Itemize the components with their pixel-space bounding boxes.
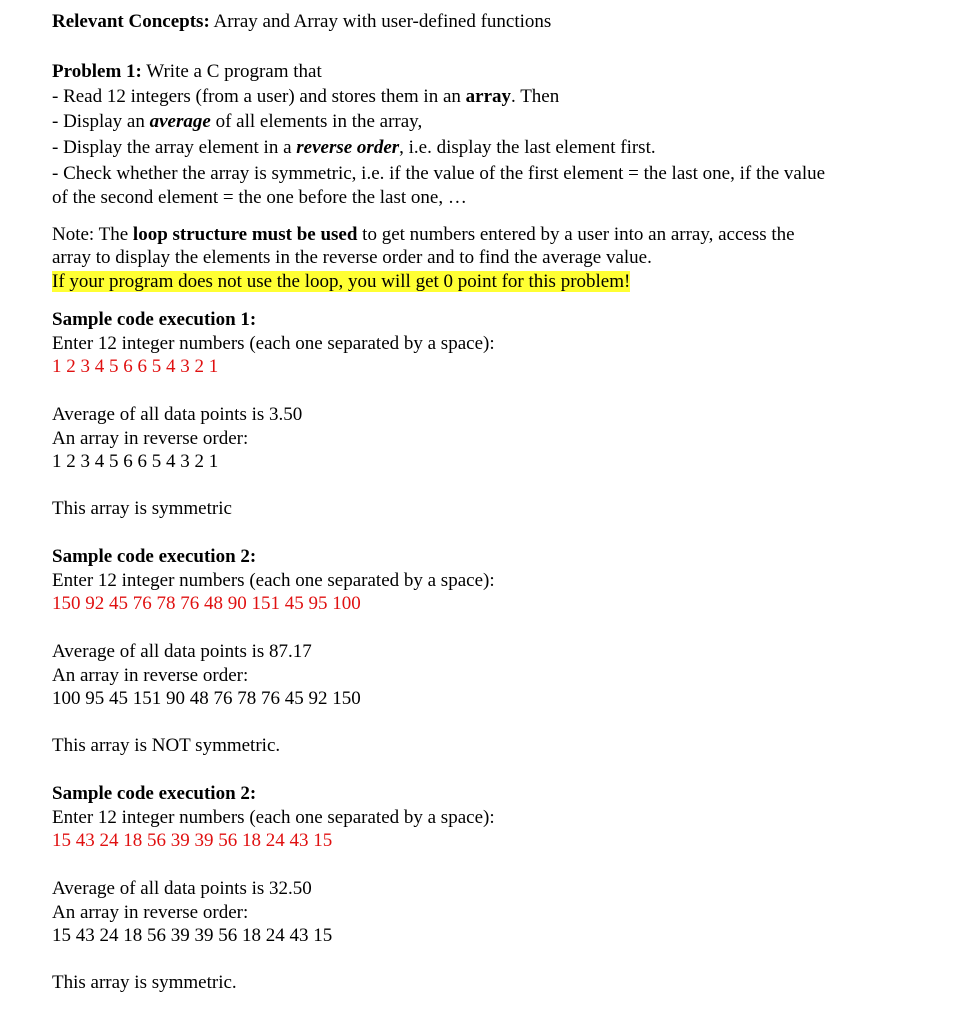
requirement-average-emph: average [149,111,211,132]
sample-2-input: 150 92 45 76 78 76 48 90 151 45 95 100 [52,593,361,614]
note-text: Note: The [52,224,133,245]
requirement-read-bold: array [465,86,512,107]
sample-1-input: 1 2 3 4 5 6 6 5 4 3 2 1 [52,356,219,377]
requirement-read-text: - Read 12 integers (from a user) and stores them in an [52,86,466,107]
problem-intro: Write a C program that [141,61,322,82]
sample-3-average: Average of all data points is 32.50 [52,878,312,899]
sample-2-reverse: 100 95 45 151 90 48 76 78 76 45 92 150 [52,688,361,709]
sample-1-title: Sample code execution 1: [52,309,257,330]
requirement-reverse [52,136,656,160]
sample-2-result: This array is NOT symmetric. [52,735,281,756]
requirement-reverse-end: , i.e. display the last element first. [399,137,656,158]
sample-2-reverse-label: An array in reverse order: [52,665,249,686]
requirement-read [52,85,559,109]
requirement-symmetric-line1: - Check whether the array is symmetric, i.e. if the value of the first element = the last one, if the value [52,163,826,184]
problem-heading [52,60,322,84]
sample-3-prompt: Enter 12 integer numbers (each one separated by a space): [52,807,495,828]
sample-3-reverse: 15 43 24 18 56 39 39 56 18 24 43 15 [52,925,333,946]
requirement-average-end: of all elements in the array, [210,111,423,132]
sample-2-prompt: Enter 12 integer numbers (each one separated by a space): [52,570,495,591]
note-warning [52,270,630,294]
sample-3-title: Sample code execution 2: [52,783,257,804]
sample-3-reverse-label: An array in reverse order: [52,902,249,923]
sample-1-prompt: Enter 12 integer numbers (each one separated by a space): [52,333,495,354]
concepts-text: Array and Array with user-defined functions [209,11,552,32]
sample-1-result: This array is symmetric [52,498,232,519]
requirement-symmetric-line2: of the second element = the one before the last one, … [52,187,467,208]
note-end: to get numbers entered by a user into an array, access the [357,224,795,245]
sample-3-input: 15 43 24 18 56 39 39 56 18 24 43 15 [52,830,333,851]
highlighted-warning: If your program does not use the loop, you will get 0 point for this problem! [52,271,631,292]
note-line1 [52,223,795,247]
relevant-concepts [52,10,551,34]
sample-3-result: This array is symmetric. [52,972,237,993]
requirement-reverse-text: - Display the array element in a [52,137,297,158]
requirement-reverse-emph: reverse order [296,137,400,158]
requirement-average [52,110,422,134]
note-line2: array to display the elements in the reverse order and to find the average value. [52,247,652,268]
note-bold: loop structure must be used [132,224,358,245]
concepts-label: Relevant Concepts: [52,11,210,32]
sample-1-reverse-label: An array in reverse order: [52,428,249,449]
sample-1-reverse: 1 2 3 4 5 6 6 5 4 3 2 1 [52,451,219,472]
requirement-read-end: . Then [511,86,560,107]
sample-2-title: Sample code execution 2: [52,546,257,567]
requirement-average-text: - Display an [52,111,150,132]
sample-1-average: Average of all data points is 3.50 [52,404,303,425]
sample-2-average: Average of all data points is 87.17 [52,641,312,662]
problem-label: Problem 1: [52,61,142,82]
